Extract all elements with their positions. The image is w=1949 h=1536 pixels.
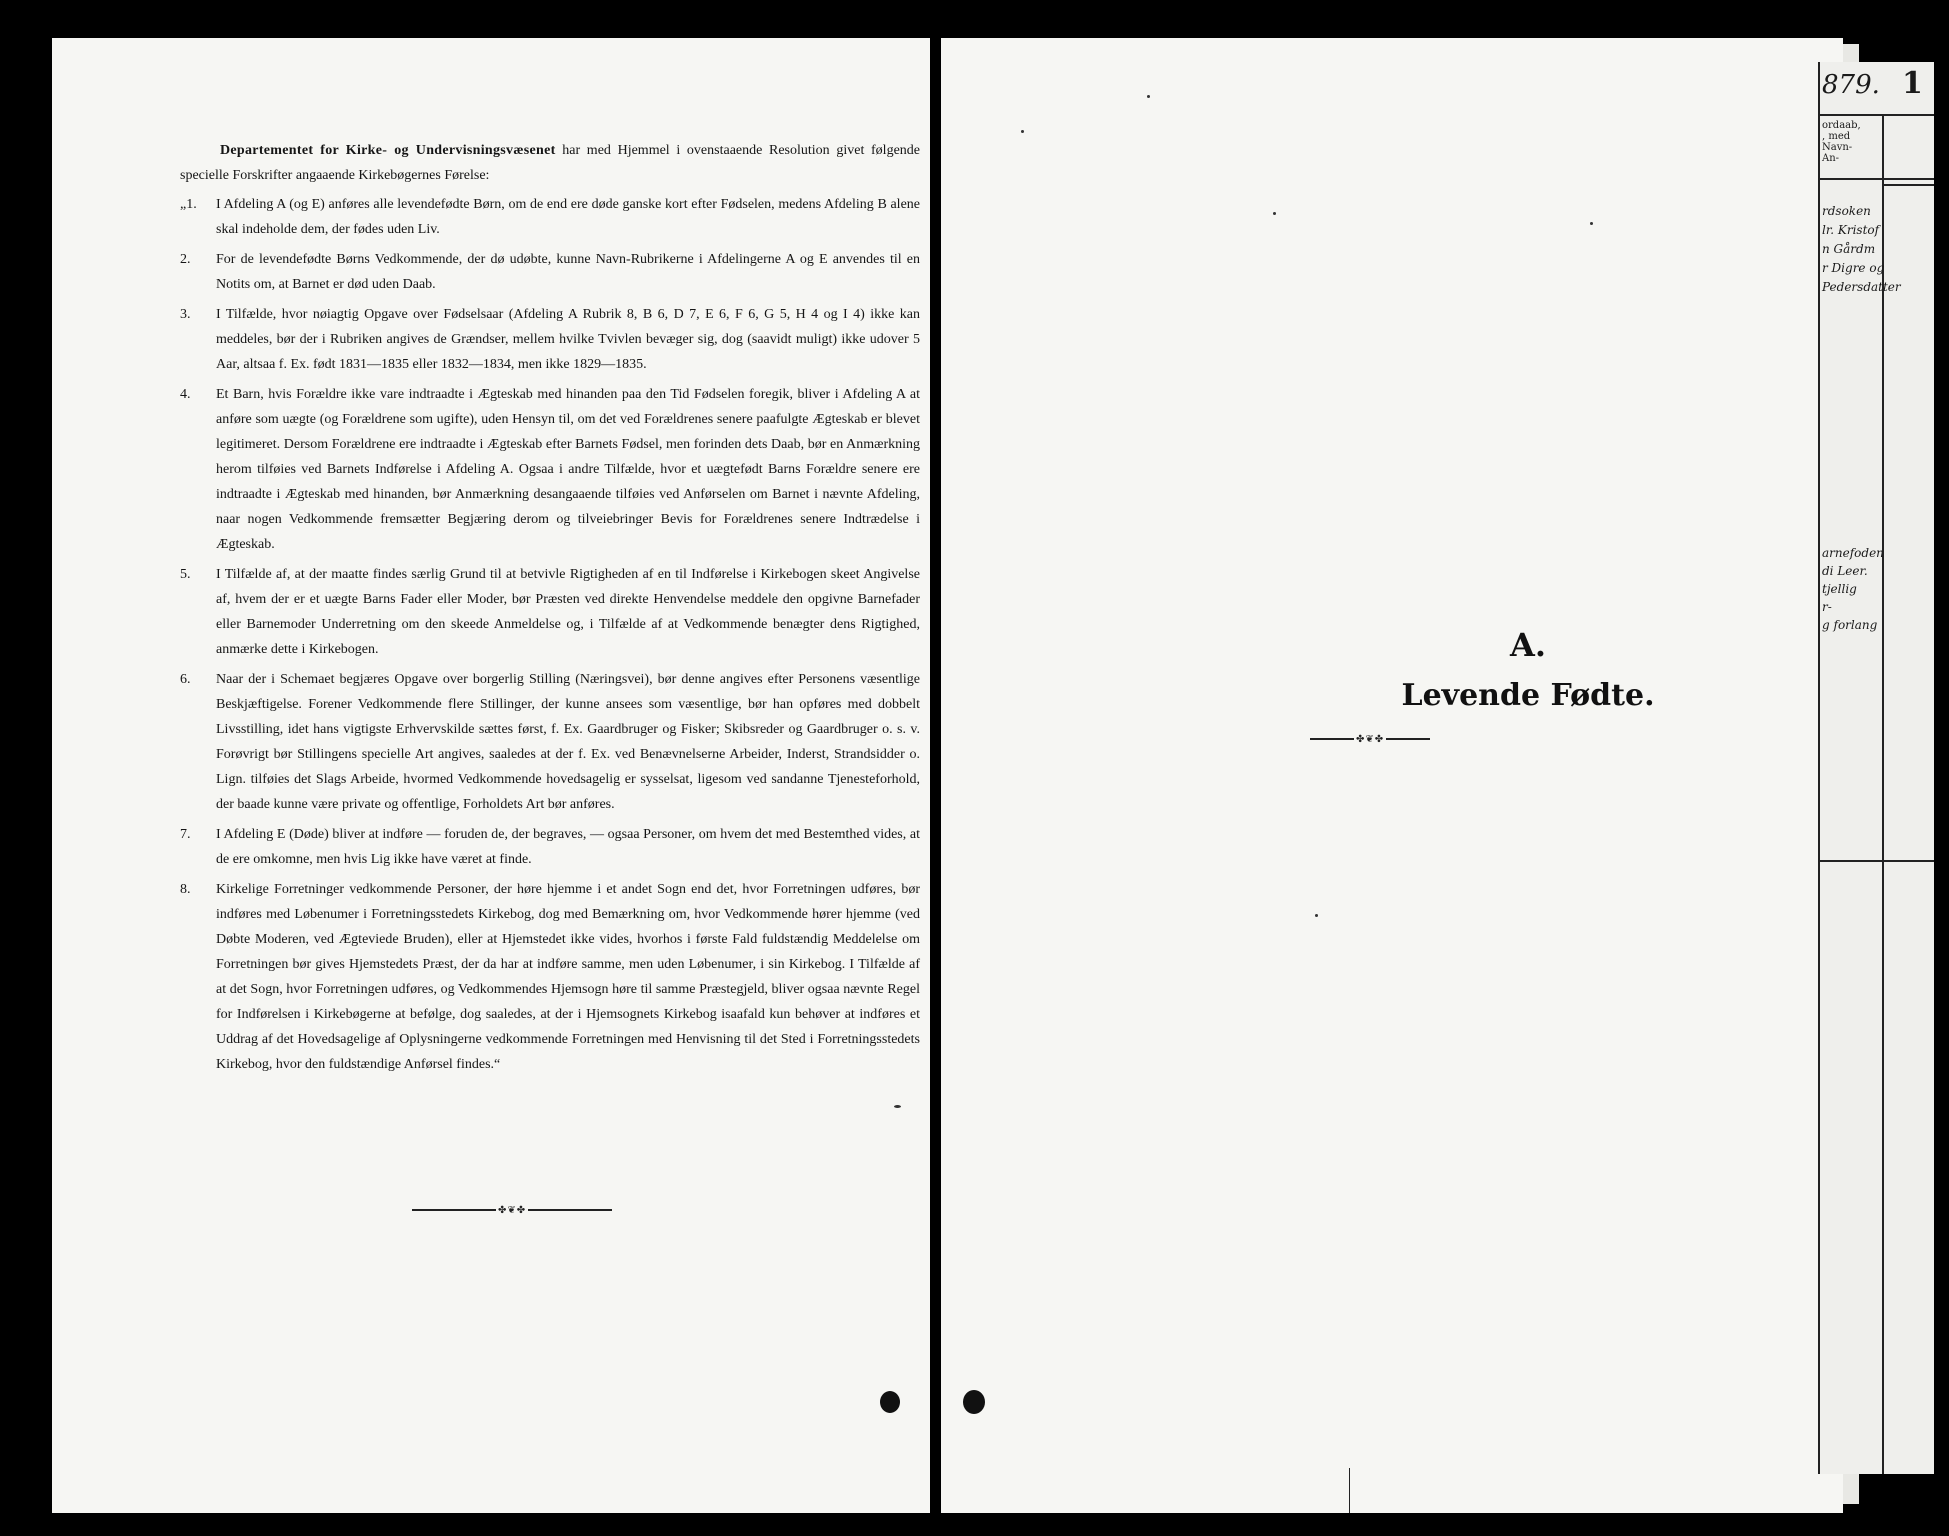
ornament-flourish-icon: ✤❦✤	[1355, 733, 1385, 745]
rule-number: 3.	[180, 307, 191, 322]
rule-item	[180, 877, 920, 1077]
left-ornament-divider	[412, 1203, 612, 1217]
rule-text: I Afdeling A (og E) anføres alle levendefødte Børn, om de end ere døde ganske kort efter Fødselen, medens Afdeling B alene skal indeholde dem, der fødes uden Liv.	[216, 197, 920, 237]
ornament-line	[412, 1209, 496, 1211]
section-letter-text: A.	[1510, 626, 1546, 664]
header-line: Navn-	[1822, 142, 1853, 153]
section-letter	[941, 626, 1843, 664]
rule-text: Et Barn, hvis Forældre ikke vare indtraadte i Ægteskab med hinanden paa den Tid Fødselen foregik, bliver i Afdeling A at anføre som uægte (og Forældrene som ugifte), uden Hensyn til, om det ved Forældrenes senere paafulgte Ægteskab er blevet legitimeret. Dersom Forældrene ere indtraadte i Ægteskab efter Barnets Fødsel, men forinden dets Daab, bør en Anmærkning herom tilføies ved Barnets Indførelse i Afdeling A. Ogsaa i andre Tilfælde, hvor et uægtefødt Barns Forældre senere ere indtraadte i Ægteskab med hinanden, bør Anmærkning desangaaende tilføies ved Anførselen om Barnet i nævnte Afdeling, naar nogen Vedkommende fremsætter Begjæring derom og tilveiebringer Bevis for Forældrenes senere Indtrædelse i Ægteskab.	[216, 387, 920, 552]
next-page-edge	[1818, 62, 1934, 1474]
section-title	[941, 678, 1843, 713]
ornament-line	[1386, 738, 1430, 740]
rule-text: For de levendefødte Børns Vedkommende, der dø udøbte, kunne Navn-Rubrikerne i Afdelingerne A og E anvendes til en Notits om, at Barnet er død uden Daab.	[216, 252, 920, 292]
header-rule	[1820, 114, 1934, 116]
rule-item	[180, 302, 920, 377]
rule-text: Naar der i Schemaet begjæres Opgave over borgerlig Stilling (Næringsvei), bør denne angives efter Personens væsentlige Beskjæftigelse. Forener Vedkommende flere Stillinger, der kunne ansees som væsentlige, bør han opføres med dobbelt Livsstilling, idet hans vigtigste Erhvervskilde sættes først, f. Ex. Gaardbruger og Fisker; Skibsreder og Gaardbruger o. s. v. Forøvrigt bør Stillingens specielle Art angives, saaledes at der f. Ex. ved Benævnelserne Arbeider, Inderst, Strandsidder o. Lign. tilføies det Slags Arbeide, hvormed Vedkommende hovedsagelig er sysselsat, ligesom ved sandanne Tjenesteforhold, der baade kunne være private og offentlige, Forholdets Art bør anføres.	[216, 672, 920, 812]
rule-number: 8.	[180, 882, 191, 897]
ornament-line	[1310, 738, 1354, 740]
rule-text: I Tilfælde af, at der maatte findes særlig Grund til at betvivle Rigtigheden af en til Indførelse i Kirkebogen skeet Angivelse af, hvem der er et uægte Barns Fader eller Moder, bør Præsten ved direkte Henvendelse meddele den opgivne Barnefader eller Barnemoder Underretning om den skeede Anmeldelse og, i Tilfælde af at Vedkommende benægter dens Rigtighed, anmærke dette i Kirkebogen.	[216, 567, 920, 657]
note-line: tjellig	[1822, 582, 1857, 596]
rule-item	[180, 562, 920, 662]
section-title-text: Levende Fødte.	[1401, 678, 1655, 713]
page-fold-line	[1349, 1468, 1350, 1513]
note-line: arnefoden	[1822, 546, 1884, 560]
row-rule	[1820, 860, 1934, 862]
ink-speck	[1590, 222, 1593, 225]
page-number: 1	[1902, 66, 1923, 101]
intro-text: har med Hjemmel i ovenstaaende Resolution givet følgende specielle Forskrifter angaaende Kirkebøgernes Førelse:	[180, 143, 920, 183]
handwritten-note	[1822, 544, 1884, 634]
left-page	[52, 38, 930, 1513]
right-page	[941, 38, 1843, 1513]
column-header-fragment	[1822, 120, 1861, 164]
rule-item	[180, 192, 920, 242]
header-line: ordaab,	[1822, 120, 1861, 131]
ink-blot	[880, 1391, 900, 1413]
ornament-line	[528, 1209, 612, 1211]
ink-speck	[1273, 212, 1276, 215]
rule-number: „1.	[180, 197, 197, 212]
header-line: An-	[1822, 153, 1840, 164]
note-line: n Gårdm	[1822, 242, 1876, 256]
ink-speck	[1021, 130, 1024, 133]
note-line: rdsoken	[1822, 204, 1871, 218]
header-bottom-rule	[1882, 184, 1934, 186]
rule-item	[180, 822, 920, 872]
right-ornament-divider	[1310, 732, 1430, 746]
handwritten-note	[1822, 202, 1901, 297]
rule-text: Kirkelige Forretninger vedkommende Personer, der høre hjemme i et andet Sogn end det, hvor Forretningen udføres, bør indføres med Løbenumer i Forretningsstedets Kirkebog, dog med Bemærkning om, hvor Vedkommende hører hjemme (ved Døbte Moderen, ved Ægteviede Bruden), eller at Hjemstedet ikke vides, hvorhos i første Fald fuldstændig Meddelelse om Forretningen bør gives Hjemstedets Præst, der da har at indføre samme, men uden Løbenumer, i sin Kirkebog. I Tilfælde af at det Sogn, hvor Forretningen udføres, og Vedkommendes Hjemsogn høre til samme Præstegjeld, bliver ogsaa nævnte Regel for Indførelsen i Kirkebøgerne at befølge, dog saaledes, at der i Hjemsognets Kirkebog isaafald kun behøver at indføres et Uddrag af det Hovedsagelige af Oplysningerne vedkommende Forretningen med Henvisning til det Sted i Forretningsstedets Kirkebog, hvor den fuldstændige Anførsel findes.“	[216, 882, 920, 1072]
year-fragment: 879.	[1822, 70, 1880, 100]
note-line: Pedersdatter	[1822, 280, 1901, 294]
rule-item	[180, 382, 920, 557]
rule-number: 4.	[180, 387, 191, 402]
instructions-text	[180, 138, 920, 1082]
ink-speck	[1147, 95, 1150, 98]
note-line: lr. Kristof	[1822, 223, 1880, 237]
ink-speck	[1315, 914, 1318, 917]
header-line: , med	[1822, 131, 1851, 142]
column-divider	[1882, 114, 1884, 1474]
intro-paragraph	[180, 138, 920, 188]
ornament-flourish-icon: ✤❦✤	[497, 1204, 527, 1216]
rule-item	[180, 667, 920, 817]
rule-number: 2.	[180, 252, 191, 267]
ink-speck	[894, 1105, 901, 1108]
note-line: r Digre og	[1822, 261, 1885, 275]
note-line: di Leer.	[1822, 564, 1868, 578]
note-line: g forlang	[1822, 618, 1878, 632]
ink-blot	[963, 1390, 985, 1414]
intro-department: Departementet for Kirke- og Undervisningsvæsenet	[220, 143, 556, 158]
note-line: r-	[1822, 600, 1832, 614]
rule-item	[180, 247, 920, 297]
rule-number: 7.	[180, 827, 191, 842]
rule-text: I Afdeling E (Døde) bliver at indføre — foruden de, der begraves, — ogsaa Personer, om hvem det med Bestemthed vides, at de ere omkomne, men hvis Lig ikke have været at finde.	[216, 827, 920, 867]
rule-number: 5.	[180, 567, 191, 582]
rule-text: I Tilfælde, hvor nøiagtig Opgave over Fødselsaar (Afdeling A Rubrik 8, B 6, D 7, E 6, F 6, G 5, H 4 og I 4) ikke kan meddeles, bør der i Rubriken angives de Grændser, mellem hvilke Tvivlen bevæger sig, dog (saavidt muligt) ikke udover 5 Aar, altsaa f. Ex. født 1831—1835 eller 1832—1834, men ikke 1829—1835.	[216, 307, 920, 372]
header-bottom-rule	[1820, 178, 1934, 180]
rule-number: 6.	[180, 672, 191, 687]
